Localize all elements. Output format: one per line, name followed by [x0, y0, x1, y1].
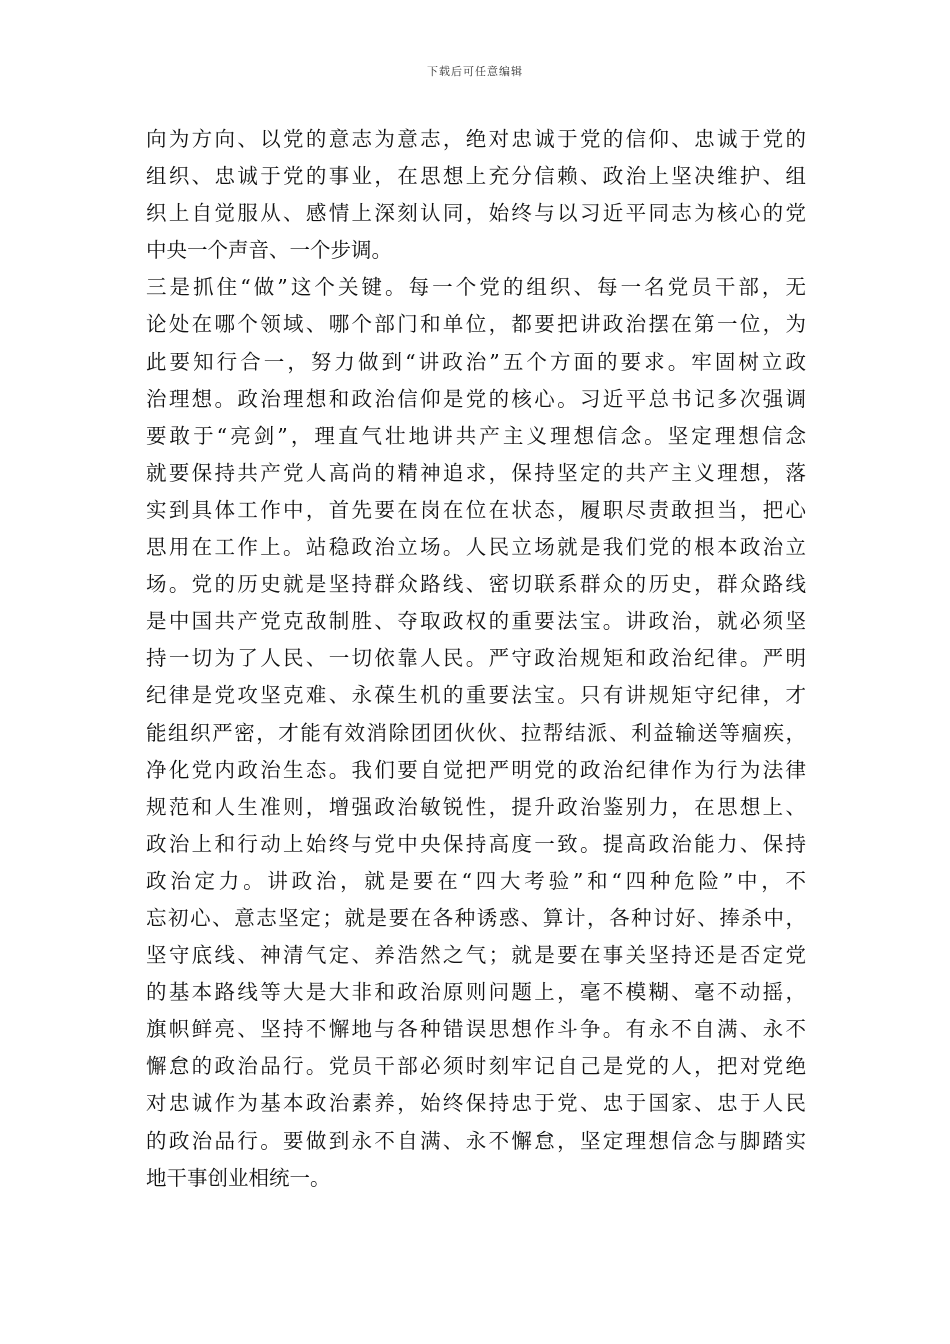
paragraph-third-point — [146, 269, 806, 1196]
text-line: 政治定力。讲政治，就是要在“四大考验”和“四种危险”中，不 — [146, 868, 806, 893]
text-line: 持一切为了人民、一切依靠人民。严守政治规矩和政治纪律。严明 — [146, 646, 806, 671]
text-line: 场。党的历史就是坚持群众路线、密切联系群众的历史，群众路线 — [146, 572, 806, 597]
paragraph-continuation — [146, 121, 806, 269]
text-line: 的基本路线等大是大非和政治原则问题上，毫不模糊、毫不动摇， — [146, 980, 806, 1005]
text-line: 旗帜鲜亮、坚持不懈地与各种错误思想作斗争。有永不自满、永不 — [146, 1017, 806, 1042]
text-line: 的政治品行。要做到永不自满、永不懈怠，坚定理想信念与脚踏实 — [146, 1128, 806, 1153]
text-line: 中央一个声音、一个步调。 — [146, 238, 392, 263]
text-line: 就要保持共产党人高尚的精神追求，保持坚定的共产主义理想，落 — [146, 460, 806, 485]
text-line: 规范和人生准则，增强政治敏锐性，提升政治鉴别力，在思想上、 — [146, 794, 806, 819]
text-line: 实到具体工作中，首先要在岗在位在状态，履职尽责敢担当，把心 — [146, 497, 806, 522]
text-line: 忘初心、意志坚定；就是要在各种诱惑、算计，各种讨好、捧杀中， — [146, 905, 806, 930]
text-line: 净化党内政治生态。我们要自觉把严明党的政治纪律作为行为法律 — [146, 757, 806, 782]
text-line: 对忠诚作为基本政治素养，始终保持忠于党、忠于国家、忠于人民 — [146, 1091, 806, 1116]
text-line: 思用在工作上。站稳政治立场。人民立场就是我们党的根本政治立 — [146, 535, 806, 560]
text-line: 是中国共产党克敌制胜、夺取政权的重要法宝。讲政治，就必须坚 — [146, 609, 806, 634]
text-line: 三是抓住“做”这个关键。每一个党的组织、每一名党员干部，无 — [146, 275, 806, 300]
text-line: 政治上和行动上始终与党中央保持高度一致。提高政治能力、保持 — [146, 831, 806, 856]
body-text — [146, 121, 806, 1197]
page-header: 下载后可任意编辑 — [427, 65, 523, 78]
text-line: 论处在哪个领域、哪个部门和单位，都要把讲政治摆在第一位，为 — [146, 312, 806, 337]
text-line: 向为方向、以党的意志为意志，绝对忠诚于党的信仰、忠诚于党的 — [146, 127, 806, 151]
text-line: 治理想。政治理想和政治信仰是党的核心。习近平总书记多次强调 — [146, 386, 806, 411]
text-line: 纪律是党攻坚克难、永葆生机的重要法宝。只有讲规矩守纪律，才 — [146, 683, 806, 708]
text-line: 组织、忠诚于党的事业，在思想上充分信赖、政治上坚决维护、组 — [146, 164, 806, 189]
text-line: 要敢于“亮剑”，理直气壮地讲共产主义理想信念。坚定理想信念 — [146, 423, 806, 448]
text-line: 能组织严密，才能有效消除团团伙伙、拉帮结派、利益输送等痼疾， — [146, 720, 806, 745]
text-line: 地干事创业相统一。 — [146, 1165, 331, 1190]
text-line: 此要知行合一，努力做到“讲政治”五个方面的要求。牢固树立政 — [146, 349, 806, 374]
text-line: 织上自觉服从、感情上深刻认同，始终与以习近平同志为核心的党 — [146, 201, 806, 226]
text-line: 懈怠的政治品行。党员干部必须时刻牢记自己是党的人，把对党绝 — [146, 1054, 806, 1079]
text-line: 坚守底线、神清气定、养浩然之气；就是要在事关坚持还是否定党 — [146, 943, 806, 968]
